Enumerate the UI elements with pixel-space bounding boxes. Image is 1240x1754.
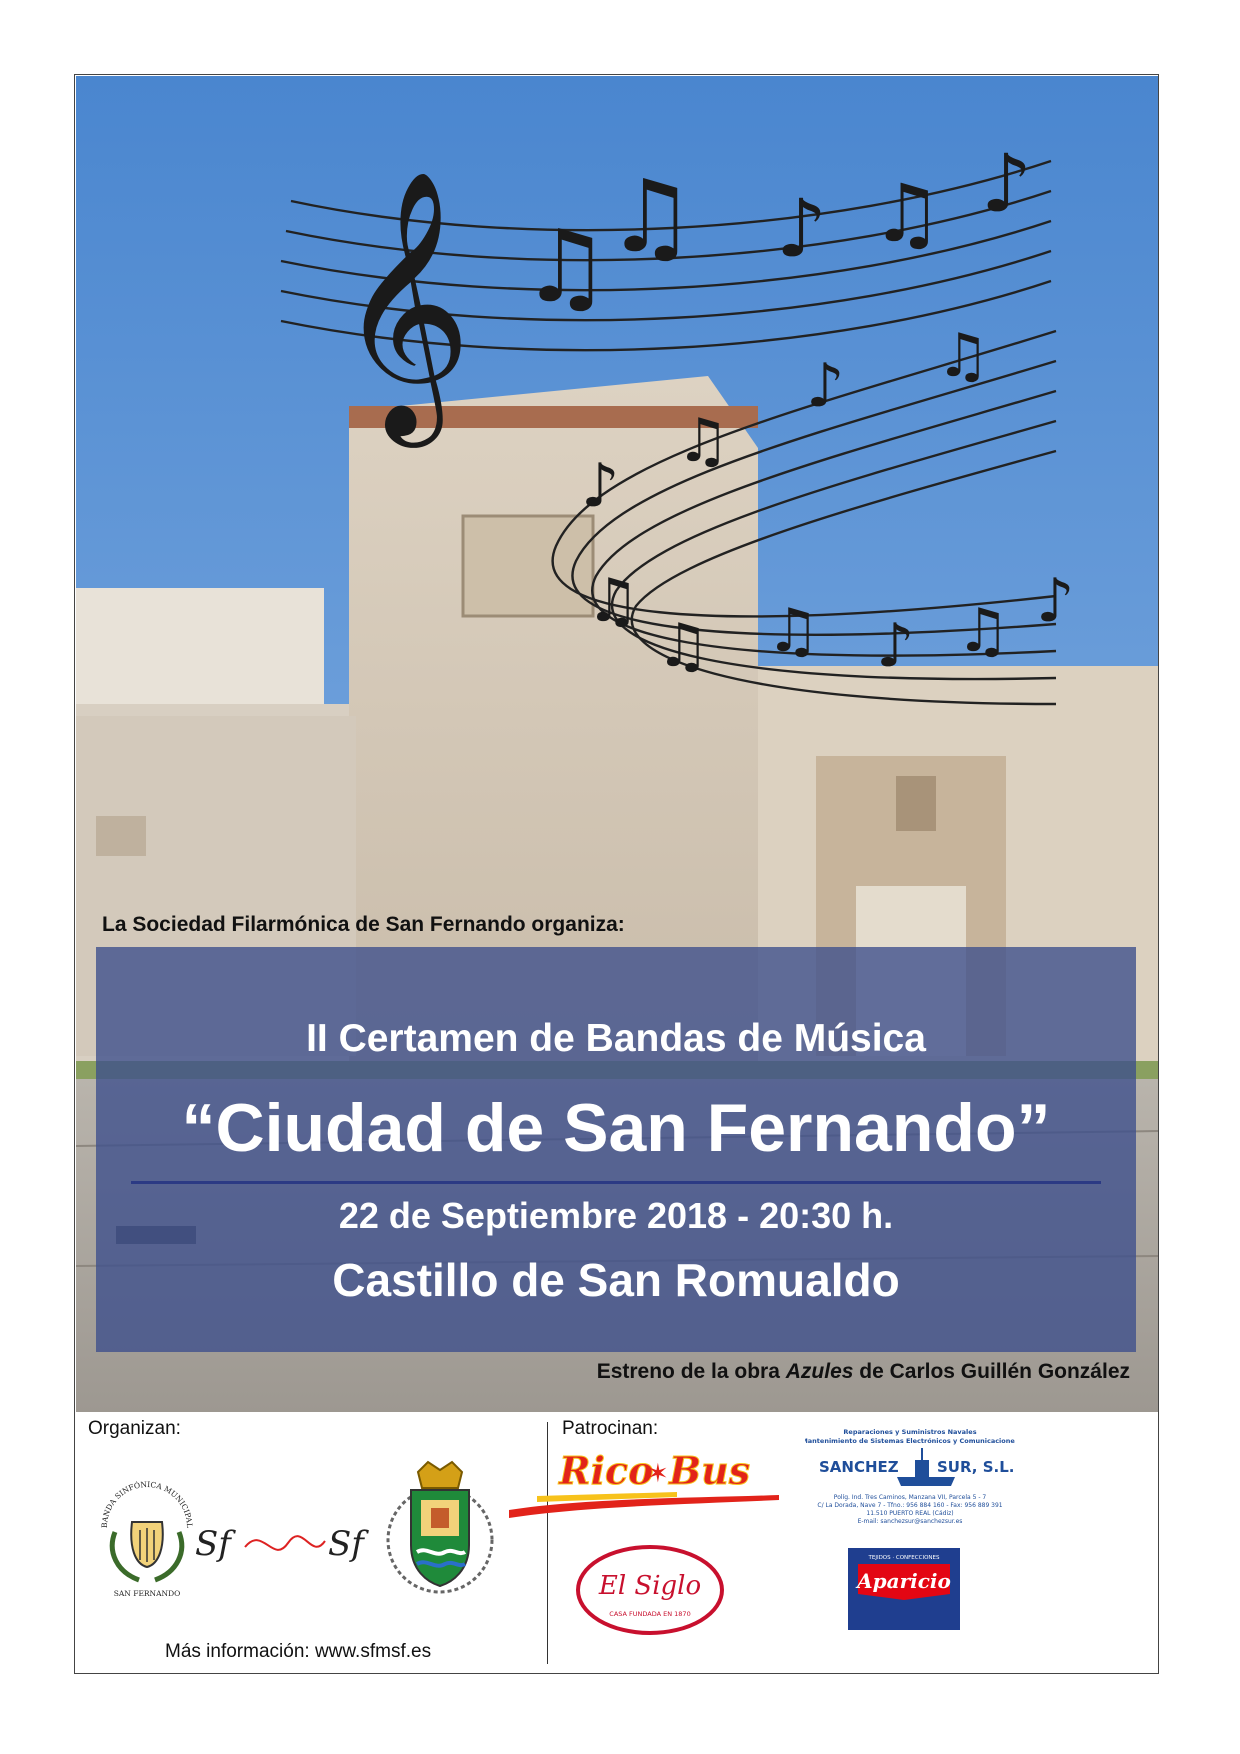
ricobus-star: ✶ — [647, 1459, 669, 1489]
event-name: “Ciudad de San Fernando” — [181, 1090, 1051, 1166]
sfmsf-left: Sf — [195, 1524, 231, 1564]
sfmsf-right: Sf — [328, 1524, 364, 1564]
sanchez-addr1: Políg. Ind. Tres Caminos, Manzana VII, Parcela 5 - 7 — [833, 1494, 987, 1501]
event-venue: Castillo de San Romualdo — [332, 1254, 900, 1306]
svg-text:♪: ♪ — [981, 137, 1033, 230]
svg-text:♫: ♫ — [676, 406, 730, 476]
el-siglo-name: El Siglo — [598, 1571, 702, 1601]
organizer-line: La Sociedad Filarmónica de San Fernando organiza: — [102, 913, 625, 936]
sanchez-name-right: SUR, S.L. — [937, 1458, 1015, 1476]
ricobus-text-left: Rico — [559, 1448, 654, 1493]
svg-text:♫: ♫ — [871, 167, 943, 260]
ricobus-logo — [507, 1440, 782, 1520]
sanchez-addr4: E-mail: sanchezsur@sanchezsur.es — [857, 1518, 963, 1525]
poster — [74, 74, 1159, 1674]
event-title: II Certamen de Bandas de Música — [306, 1017, 926, 1060]
svg-text:♫: ♫ — [656, 611, 710, 681]
svg-text:♫: ♫ — [936, 321, 990, 391]
sanchez-addr3: 11.510 PUERTO REAL (Cádiz) — [866, 1510, 954, 1517]
banda-logo-bottom-text: SAN FERNANDO — [113, 1589, 181, 1598]
sfmsf-logo — [193, 1507, 378, 1577]
el-siglo-logo — [575, 1544, 725, 1636]
sanchez-sur-logo — [805, 1422, 1015, 1537]
svg-text:♫: ♫ — [606, 158, 696, 275]
banda-logo-top-text: BANDA SINFÓNICA MUNICIPAL — [99, 1479, 195, 1529]
coat-of-arms-icon — [383, 1460, 498, 1600]
svg-text:𝄞: 𝄞 — [336, 169, 472, 436]
premiere-note — [597, 1360, 1130, 1384]
premiere-prefix: Estreno de la obra — [596, 1360, 786, 1383]
svg-text:BANDA SINFÓNICA MUNICIPAL — [100, 1480, 194, 1528]
svg-text:♪: ♪ — [876, 611, 915, 681]
footer — [75, 1412, 1159, 1674]
sanchez-name-left: SANCHEZ — [819, 1458, 899, 1476]
svg-text:♪: ♪ — [1036, 566, 1075, 636]
sanchez-addr2: C/ La Dorada, Nave 7 - Tfno.: 956 884 160 - Fax: 956 889 391 — [817, 1502, 1003, 1509]
title-band — [96, 947, 1136, 1352]
svg-text:♪: ♪ — [806, 351, 845, 421]
svg-text:♫: ♫ — [586, 566, 640, 636]
aparicio-top: TEJIDOS · CONFECCIONES — [868, 1555, 940, 1561]
title-divider — [131, 1181, 1101, 1184]
svg-text:♫: ♫ — [521, 208, 611, 325]
premiere-work: Azules — [785, 1360, 854, 1383]
svg-text:♪: ♪ — [776, 182, 828, 275]
aparicio-logo — [848, 1548, 960, 1630]
event-date-time: 22 de Septiembre 2018 - 20:30 h. — [338, 1195, 894, 1236]
svg-text:♫: ♫ — [766, 596, 820, 666]
el-siglo-tagline: CASA FUNDADA EN 1870 — [609, 1610, 691, 1618]
svg-text:♫: ♫ — [956, 596, 1010, 666]
banda-sinfonica-logo — [97, 1472, 197, 1602]
ricobus-text-right: Bus — [669, 1448, 751, 1493]
organizers-label: Organizan: — [88, 1418, 181, 1439]
treble-clef-icon — [336, 169, 472, 448]
aparicio-name: Aparicio — [857, 1569, 951, 1593]
more-info-link[interactable]: Más información: www.sfmsf.es — [165, 1641, 432, 1662]
svg-text:♪: ♪ — [581, 451, 620, 521]
sanchez-top-line2: Mantenimiento de Sistemas Electrónicos y Comunicaciones — [805, 1437, 1015, 1445]
premiere-suffix: de Carlos Guillén González — [853, 1360, 1130, 1383]
sponsors-label: Patrocinan: — [562, 1418, 659, 1439]
sanchez-top-line1: Reparaciones y Suministros Navales — [843, 1428, 977, 1436]
